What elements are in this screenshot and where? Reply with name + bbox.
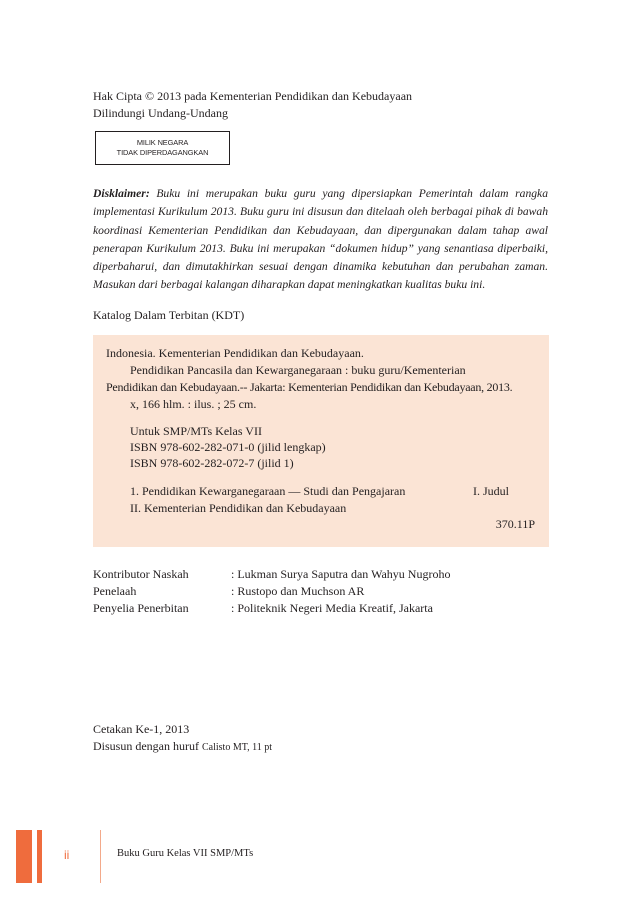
typeface-name: Calisto MT, 11 pt: [201, 742, 272, 753]
kdt-line-5: Untuk SMP/MTs Kelas VII: [130, 424, 262, 438]
contributor-label: Kontributor Naskah: [93, 567, 189, 581]
kdt-catalog-box: [93, 335, 549, 547]
kdt-classification: 370.11P: [495, 517, 535, 531]
copyright-block: [93, 88, 412, 122]
kdt-isbn-volume: ISBN 978-602-282-072-7 (jilid 1): [130, 456, 294, 470]
footer-divider: [100, 830, 101, 883]
stamp-line-1: MILIK NEGARA: [136, 138, 189, 147]
kdt-subject-2: II. Kementerian Pendidikan dan Kebudayaan: [130, 501, 347, 515]
footer-accent-bar-narrow: [37, 830, 42, 883]
state-property-stamp: [95, 131, 230, 165]
kdt-subject-title: I. Judul: [473, 484, 509, 498]
disclaimer-text: Buku ini merupakan buku guru yang dipersiapkan Pemerintah dalam rangka implementasi Kurikulum 2013. Buku guru ini disusun dan ditelaah oleh berbagai pihak di bawah koordinasi Kementerian Pendidikan dan Kebudayaan, dan dipergunakan dalam tahap awal penerapan Kurikulum 2013. Buku ini merupakan “dokumen hidup” yang senantiasa diperbaiki, diperbaharui, dan dimutakhirkan sesuai dengan dinamika kebutuhan dan perubahan zaman. Masukan dari berbagai kalangan diharapkan dapat meningkatkan kualitas buku ini.: [93, 187, 548, 292]
contributor-label: Penelaah: [93, 584, 137, 598]
kdt-line-2: Pendidikan Pancasila dan Kewarganegaraan : buku guru/Kementerian: [130, 363, 466, 377]
copyright-line: Hak Cipta © 2013 pada Kementerian Pendidikan dan Kebudayaan: [93, 89, 413, 103]
stamp-line-2: TIDAK DIPERDAGANGKAN: [116, 148, 209, 157]
disclaimer-label: Disklaimer:: [93, 187, 150, 200]
kdt-line-1: Indonesia. Kementerian Pendidikan dan Kebudayaan.: [106, 346, 364, 360]
edition-line: Cetakan Ke-1, 2013: [93, 722, 190, 736]
contributor-value: : Lukman Surya Saputra dan Wahyu Nugroho: [231, 567, 451, 581]
kdt-isbn-complete: ISBN 978-602-282-071-0 (jilid lengkap): [130, 440, 326, 454]
kdt-heading: Katalog Dalam Terbitan (KDT): [93, 308, 245, 322]
kdt-line-4: x, 166 hlm. : ilus. ; 25 cm.: [130, 397, 257, 411]
contributor-value: : Rustopo dan Muchson AR: [231, 584, 365, 598]
contributor-label: Penyelia Penerbitan: [93, 601, 189, 615]
footer-accent-bar-wide: [16, 830, 32, 883]
contributor-value: : Politeknik Negeri Media Kreatif, Jakarta: [231, 601, 433, 615]
typeface-line: [93, 738, 272, 756]
disclaimer-paragraph: [93, 185, 548, 295]
kdt-subject-1: 1. Pendidikan Kewarganegaraan — Studi dan Pengajaran: [130, 484, 406, 498]
print-info: [93, 721, 272, 756]
footer-book-title: Buku Guru Kelas VII SMP/MTs: [117, 848, 254, 859]
kdt-line-3: Pendidikan dan Kebudayaan.-- Jakarta: Kementerian Pendidikan dan Kebudayaan, 2013.: [106, 380, 513, 394]
page-number: ii: [64, 848, 70, 862]
typeface-prefix: Disusun dengan huruf: [93, 739, 202, 753]
protection-line: Dilindungi Undang-Undang: [93, 106, 228, 120]
